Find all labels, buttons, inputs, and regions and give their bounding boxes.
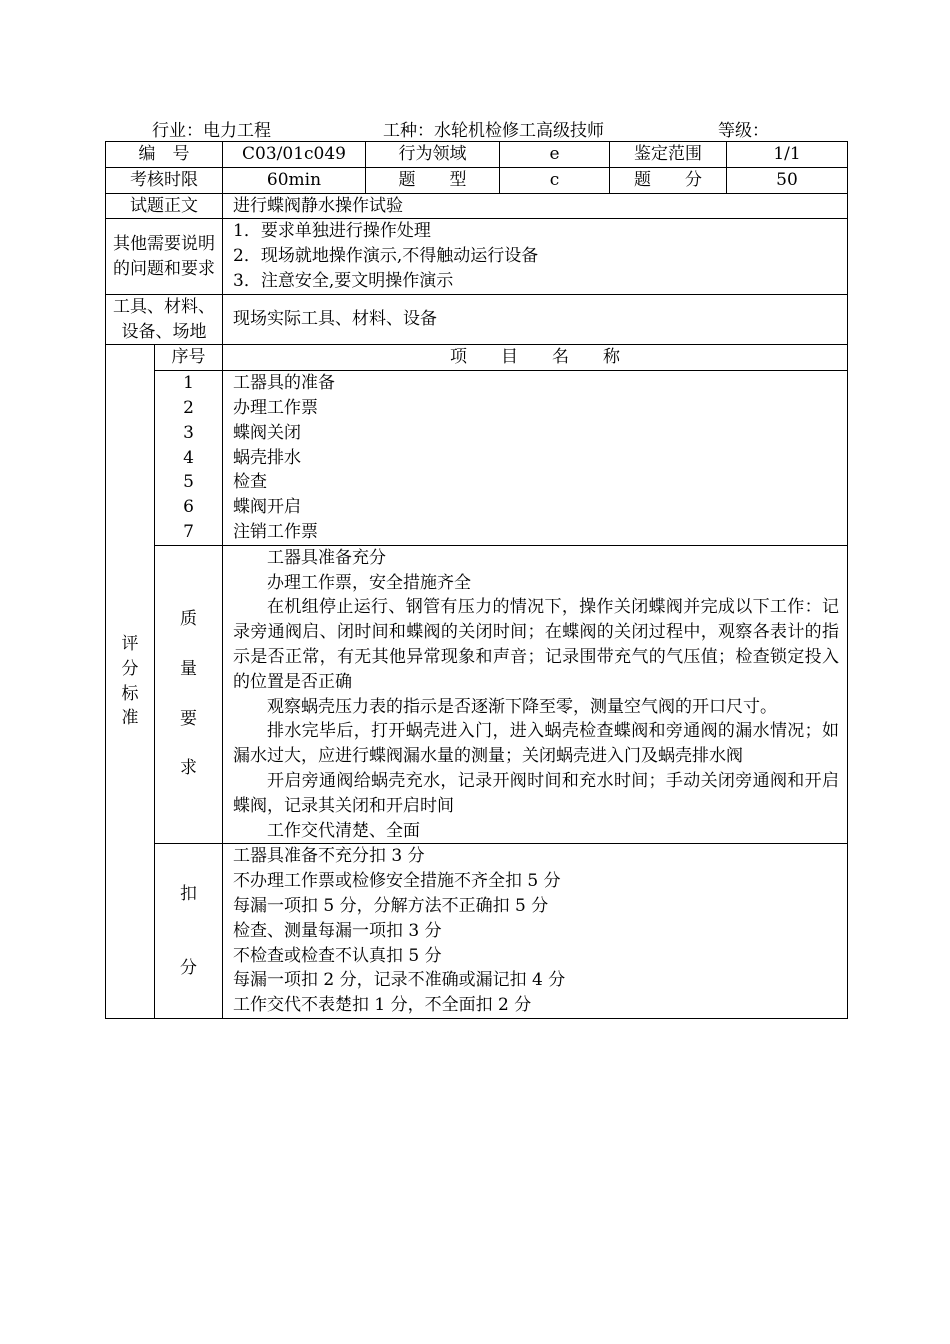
- other-requirements-list: [223, 219, 848, 294]
- scope-label: 鉴定范围: [610, 142, 727, 168]
- item-name: 注销工作票: [233, 521, 318, 542]
- deduction-row: [106, 844, 848, 1019]
- time-value: 60min: [223, 167, 366, 193]
- info-row-1: [106, 142, 848, 168]
- subject-label: 试题正文: [106, 193, 223, 219]
- scope-value: 1/1: [727, 142, 848, 168]
- scoring-header-row: [106, 345, 848, 371]
- tools-label: 工具、材料、设备、场地: [106, 294, 223, 345]
- deduction-label-text: 扣分: [180, 883, 197, 979]
- subject-row: [106, 193, 848, 219]
- item-name: 蝶阀开启: [233, 497, 301, 518]
- type-label: 题 型: [366, 167, 500, 193]
- number-label: 编 号: [106, 142, 223, 168]
- tools-row: [106, 294, 848, 345]
- item-name: 工器具的准备: [233, 373, 335, 394]
- item-header: 项 目 名 称: [223, 345, 848, 371]
- other-requirements-label: 其他需要说明的问题和要求: [106, 219, 223, 294]
- item-name: 办理工作票: [233, 397, 318, 418]
- item-number: 6: [183, 497, 194, 518]
- item-number: 1: [183, 373, 194, 394]
- items-row: [106, 371, 848, 546]
- tools-value: 现场实际工具、材料、设备: [223, 294, 848, 345]
- header-line: [0, 116, 950, 141]
- deduction-item: 每漏一项扣 2 分，记录不准确或漏记扣 4 分: [233, 970, 566, 991]
- quality-item: 在机组停止运行、钢管有压力的情况下，操作关闭蝶阀并完成以下工作：记录旁通阀启、闭时间和蝶阀的关闭时间；在蝶阀的关闭过程中，观察各表计的指示是否正常，有无其他异常现象和声音；记录围带充气的气压值；检查锁定投入的位置是否正确: [233, 597, 839, 692]
- deduction-item: 不办理工作票或检修安全措施不齐全扣 5 分: [233, 871, 561, 892]
- subject-value: 进行蝶阀静水操作试验: [223, 193, 848, 219]
- quality-label-text: 质量要求: [180, 609, 197, 779]
- deduction-item: 工作交代不表楚扣 1 分，不全面扣 2 分: [233, 995, 532, 1016]
- requirement-item: 3．注意安全,要文明操作演示: [233, 270, 454, 291]
- deduction-item: 每漏一项扣 5 分，分解方法不正确扣 5 分: [233, 895, 549, 916]
- quality-item: 工器具准备充分: [267, 547, 386, 568]
- trade-label: 工种：水轮机检修工高级技师: [383, 121, 604, 141]
- level-label: 等级：: [718, 121, 769, 141]
- requirement-item: 2．现场就地操作演示,不得触动运行设备: [233, 246, 539, 267]
- quality-item: 排水完毕后，打开蜗壳进入门，进入蜗壳检查蝶阀和旁通阀的漏水情况；如漏水过大，应进行蝶阀漏水量的测量；关闭蜗壳进入门及蜗壳排水阀: [233, 721, 839, 767]
- assessment-table: [105, 141, 848, 1019]
- quality-label: [155, 545, 223, 844]
- item-number: 2: [183, 397, 194, 418]
- number-value: C03/01c049: [223, 142, 366, 168]
- score-label: 题 分: [610, 167, 727, 193]
- quality-row: [106, 545, 848, 844]
- item-name: 蜗壳排水: [233, 447, 301, 468]
- score-value: 50: [727, 167, 848, 193]
- item-number: 5: [183, 472, 194, 493]
- requirement-item: 1．要求单独进行操作处理: [233, 221, 431, 242]
- field-label: 行为领域: [366, 142, 500, 168]
- quality-item: 办理工作票，安全措施齐全: [267, 572, 471, 593]
- info-row-2: [106, 167, 848, 193]
- item-name: 蝶阀关闭: [233, 422, 301, 443]
- other-requirements-row: [106, 219, 848, 294]
- quality-item: 工作交代清楚、全面: [267, 820, 420, 841]
- time-label: 考核时限: [106, 167, 223, 193]
- item-names: [223, 371, 848, 546]
- item-number: 7: [183, 521, 194, 542]
- scoring-section-text: 评分标准: [121, 634, 139, 729]
- item-number: 3: [183, 422, 194, 443]
- seq-header: 序号: [155, 345, 223, 371]
- quality-item: 观察蜗壳压力表的指示是否逐渐下降至零，测量空气阀的开口尺寸。: [267, 696, 777, 717]
- deduction-item: 工器具准备不充分扣 3 分: [233, 846, 425, 867]
- deduction-label: [155, 844, 223, 1019]
- deduction-list: [223, 844, 848, 1019]
- industry-label: 行业：电力工程: [152, 121, 271, 141]
- quality-requirements: [223, 545, 848, 844]
- item-number: 4: [183, 447, 194, 468]
- deduction-item: 不检查或检查不认真扣 5 分: [233, 945, 442, 966]
- field-value: e: [500, 142, 610, 168]
- quality-item: 开启旁通阀给蜗壳充水，记录开阀时间和充水时间；手动关闭旁通阀和开启蝶阀，记录其关闭和开启时间: [233, 770, 839, 816]
- type-value: c: [500, 167, 610, 193]
- item-numbers: [155, 371, 223, 546]
- scoring-section-label: [106, 345, 155, 1019]
- deduction-item: 检查、测量每漏一项扣 3 分: [233, 920, 442, 941]
- item-name: 检查: [233, 472, 267, 493]
